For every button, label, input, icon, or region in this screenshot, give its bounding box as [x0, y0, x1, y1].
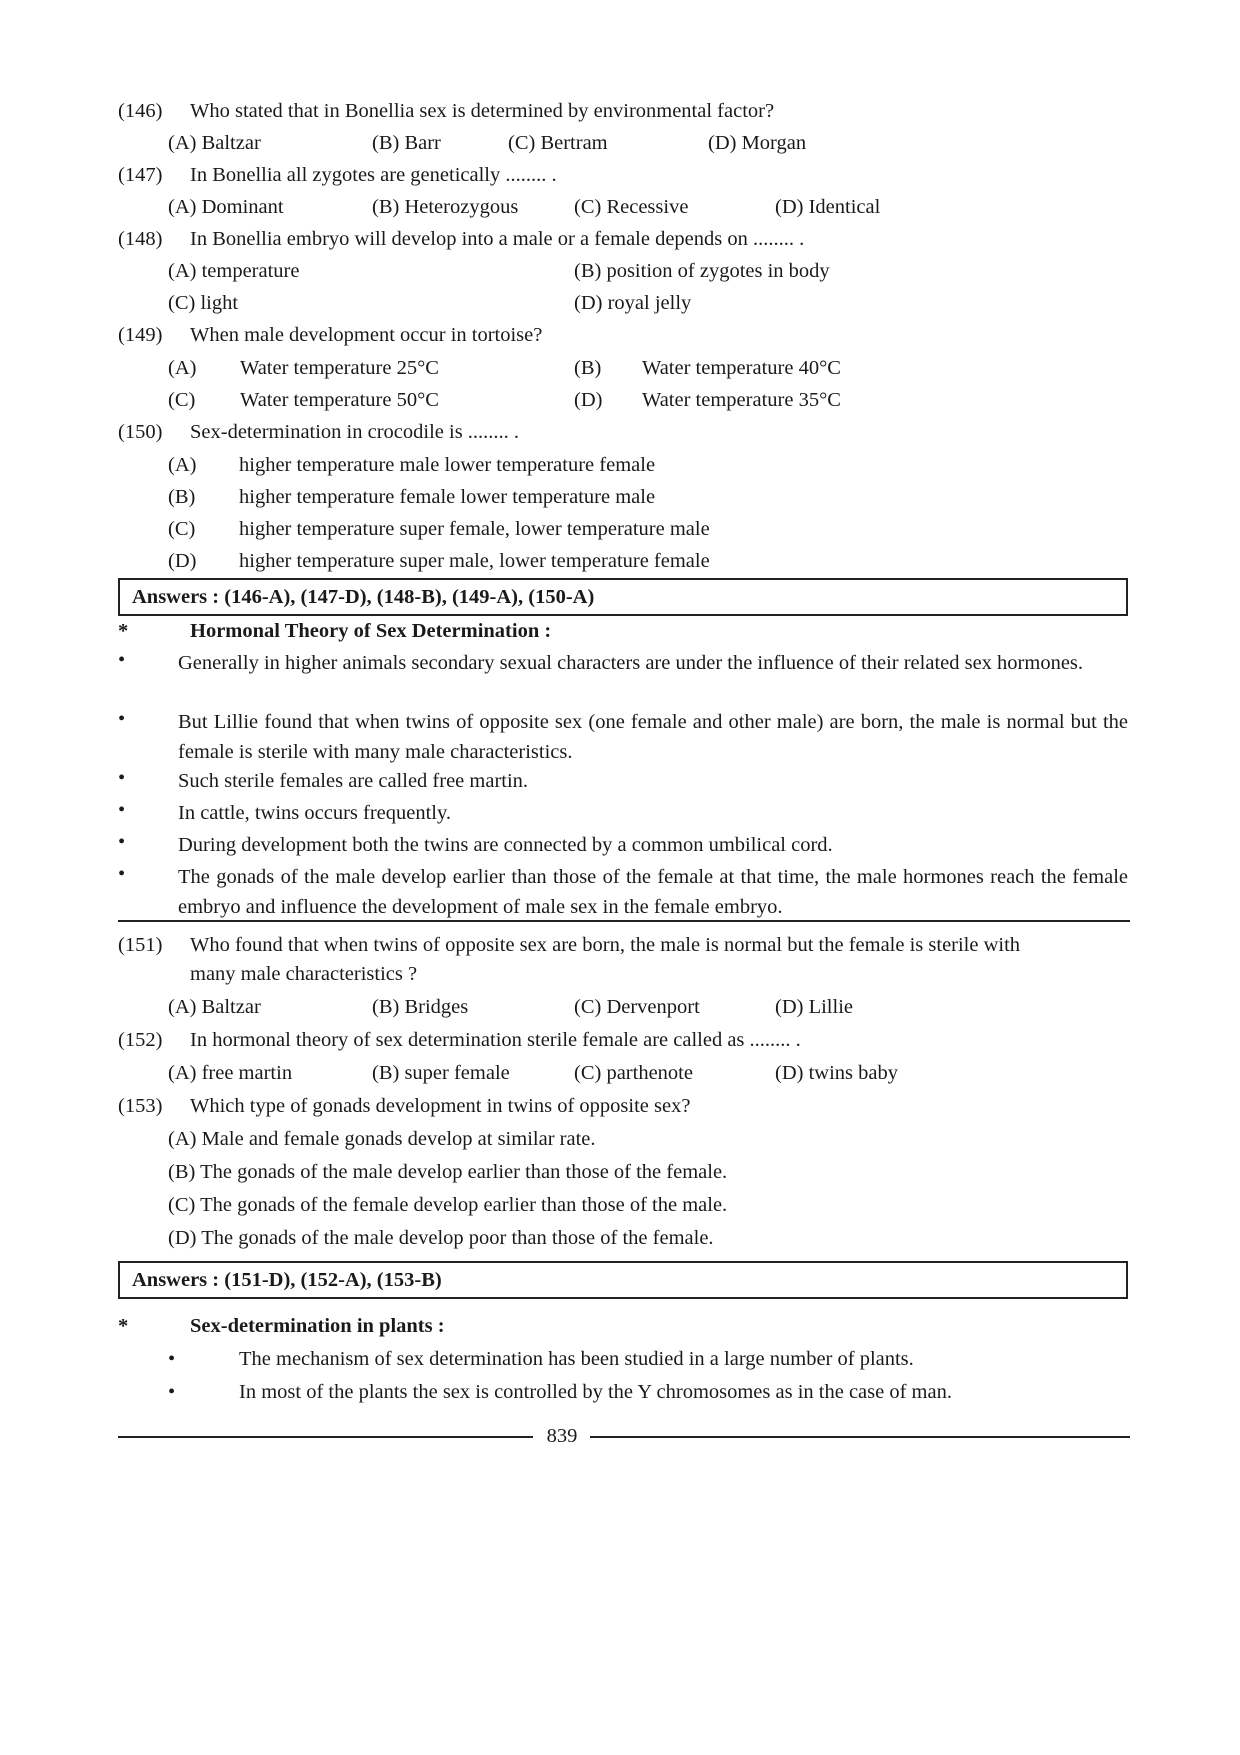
- option-a-letter: (A): [168, 357, 197, 379]
- option-b-letter: (B): [574, 357, 602, 379]
- bullet-icon: •: [118, 767, 126, 789]
- option-b-text: Water temperature 40°C: [642, 357, 841, 379]
- question-number: (152): [118, 1029, 163, 1051]
- option-d: (D) royal jelly: [574, 292, 692, 314]
- section-title: Hormonal Theory of Sex Determination :: [190, 620, 552, 642]
- option-d: (D) Morgan: [708, 132, 807, 154]
- question-text: In hormonal theory of sex determination sterile female are called as ........ .: [190, 1029, 801, 1051]
- document-page: [118, 0, 1130, 1755]
- question-number: (147): [118, 164, 163, 186]
- question-number: (153): [118, 1095, 163, 1117]
- footer-rule-right: [590, 1436, 1130, 1438]
- option-b: (B) super female: [372, 1062, 510, 1084]
- section-title: Sex-determination in plants :: [190, 1315, 445, 1337]
- option-a: (A) Dominant: [168, 196, 284, 218]
- question-text: In Bonellia embryo will develop into a male or a female depends on ........ .: [190, 228, 805, 250]
- option-b: (B) Heterozygous: [372, 196, 519, 218]
- answers-box: Answers : (146-A), (147-D), (148-B), (149-A), (150-A): [118, 578, 1128, 616]
- option-c: (C) Bertram: [508, 132, 608, 154]
- bullet-text: The mechanism of sex determination has been studied in a large number of plants.: [239, 1348, 914, 1370]
- option-c: (C) light: [168, 292, 239, 314]
- option-c: (C) Recessive: [574, 196, 689, 218]
- section-star: *: [118, 1315, 129, 1337]
- answers-box: Answers : (151-D), (152-A), (153-B): [118, 1261, 1128, 1299]
- option-d-text: Water temperature 35°C: [642, 389, 841, 411]
- bullet-icon: •: [118, 708, 126, 730]
- bullet-text: But Lillie found that when twins of opposite sex (one female and other male) are born, the male is normal but the female is sterile with many male characteristics.: [178, 711, 1128, 763]
- option-text: higher temperature super male, lower temperature female: [239, 550, 710, 572]
- option-text: higher temperature female lower temperature male: [239, 486, 656, 508]
- bullet-icon: •: [168, 1381, 176, 1403]
- bullet-icon: •: [168, 1348, 176, 1370]
- option-letter: (D): [168, 550, 197, 572]
- option-c-text: Water temperature 50°C: [240, 389, 439, 411]
- option-b: (B) Bridges: [372, 996, 469, 1018]
- bullet-icon: •: [118, 799, 126, 821]
- section-star: *: [118, 620, 129, 642]
- option-a: (A) free martin: [168, 1062, 293, 1084]
- option-c: (C) Dervenport: [574, 996, 700, 1018]
- bullet-text: In cattle, twins occurs frequently.: [178, 802, 452, 824]
- option-a: (A) temperature: [168, 260, 300, 282]
- option-d: (D) Lillie: [775, 996, 853, 1018]
- bullet-icon: •: [118, 863, 126, 885]
- bullet-text: The gonads of the male develop earlier than those of the female at that time, the male hormones reach the female embryo and influence the development of male sex in the female embryo.: [178, 866, 1128, 918]
- question-number: (146): [118, 100, 163, 122]
- option-text: higher temperature male lower temperature female: [239, 454, 656, 476]
- question-text: When male development occur in tortoise?: [190, 324, 543, 346]
- option-letter: (A): [168, 454, 197, 476]
- option-a-text: Water temperature 25°C: [240, 357, 439, 379]
- question-text: Which type of gonads development in twins of opposite sex?: [190, 1095, 691, 1117]
- option-b: (B) Barr: [372, 132, 441, 154]
- question-number: (150): [118, 421, 163, 443]
- option-d: (D) Identical: [775, 196, 881, 218]
- bullet-icon: •: [118, 831, 126, 853]
- option-letter: (B): [168, 486, 196, 508]
- question-text: Who stated that in Bonellia sex is determined by environmental factor?: [190, 100, 775, 122]
- option-text: (D) The gonads of the male develop poor than those of the female.: [168, 1227, 714, 1249]
- option-text: higher temperature super female, lower temperature male: [239, 518, 710, 540]
- question-number: (149): [118, 324, 163, 346]
- option-letter: (C): [168, 518, 196, 540]
- question-text: In Bonellia all zygotes are genetically ........ .: [190, 164, 557, 186]
- option-a: (A) Baltzar: [168, 132, 261, 154]
- option-text: (A) Male and female gonads develop at similar rate.: [168, 1128, 596, 1150]
- question-number: (148): [118, 228, 163, 250]
- option-c: (C) parthenote: [574, 1062, 693, 1084]
- bullet-text: Such sterile females are called free martin.: [178, 770, 529, 792]
- footer-rule-left: [118, 1436, 533, 1438]
- bullet-icon: •: [118, 649, 126, 671]
- bullet-text: Generally in higher animals secondary sexual characters are under the influence of their related sex hormones.: [178, 652, 1084, 674]
- bullet-text: During development both the twins are connected by a common umbilical cord.: [178, 834, 833, 856]
- option-d-letter: (D): [574, 389, 603, 411]
- option-d: (D) twins baby: [775, 1062, 898, 1084]
- section-divider: [118, 920, 1130, 922]
- option-text: (C) The gonads of the female develop earlier than those of the male.: [168, 1194, 728, 1216]
- option-c-letter: (C): [168, 389, 196, 411]
- question-text: Sex-determination in crocodile is ........ .: [190, 421, 520, 443]
- option-b: (B) position of zygotes in body: [574, 260, 830, 282]
- question-text-line1: Who found that when twins of opposite sex are born, the male is normal but the female is sterile with: [190, 934, 1021, 956]
- bullet-text: In most of the plants the sex is controlled by the Y chromosomes as in the case of man.: [239, 1381, 952, 1403]
- option-a: (A) Baltzar: [168, 996, 261, 1018]
- question-text-line2: many male characteristics ?: [190, 963, 418, 985]
- option-text: (B) The gonads of the male develop earlier than those of the female.: [168, 1161, 728, 1183]
- question-number: (151): [118, 934, 163, 956]
- page-number: 839: [546, 1425, 578, 1447]
